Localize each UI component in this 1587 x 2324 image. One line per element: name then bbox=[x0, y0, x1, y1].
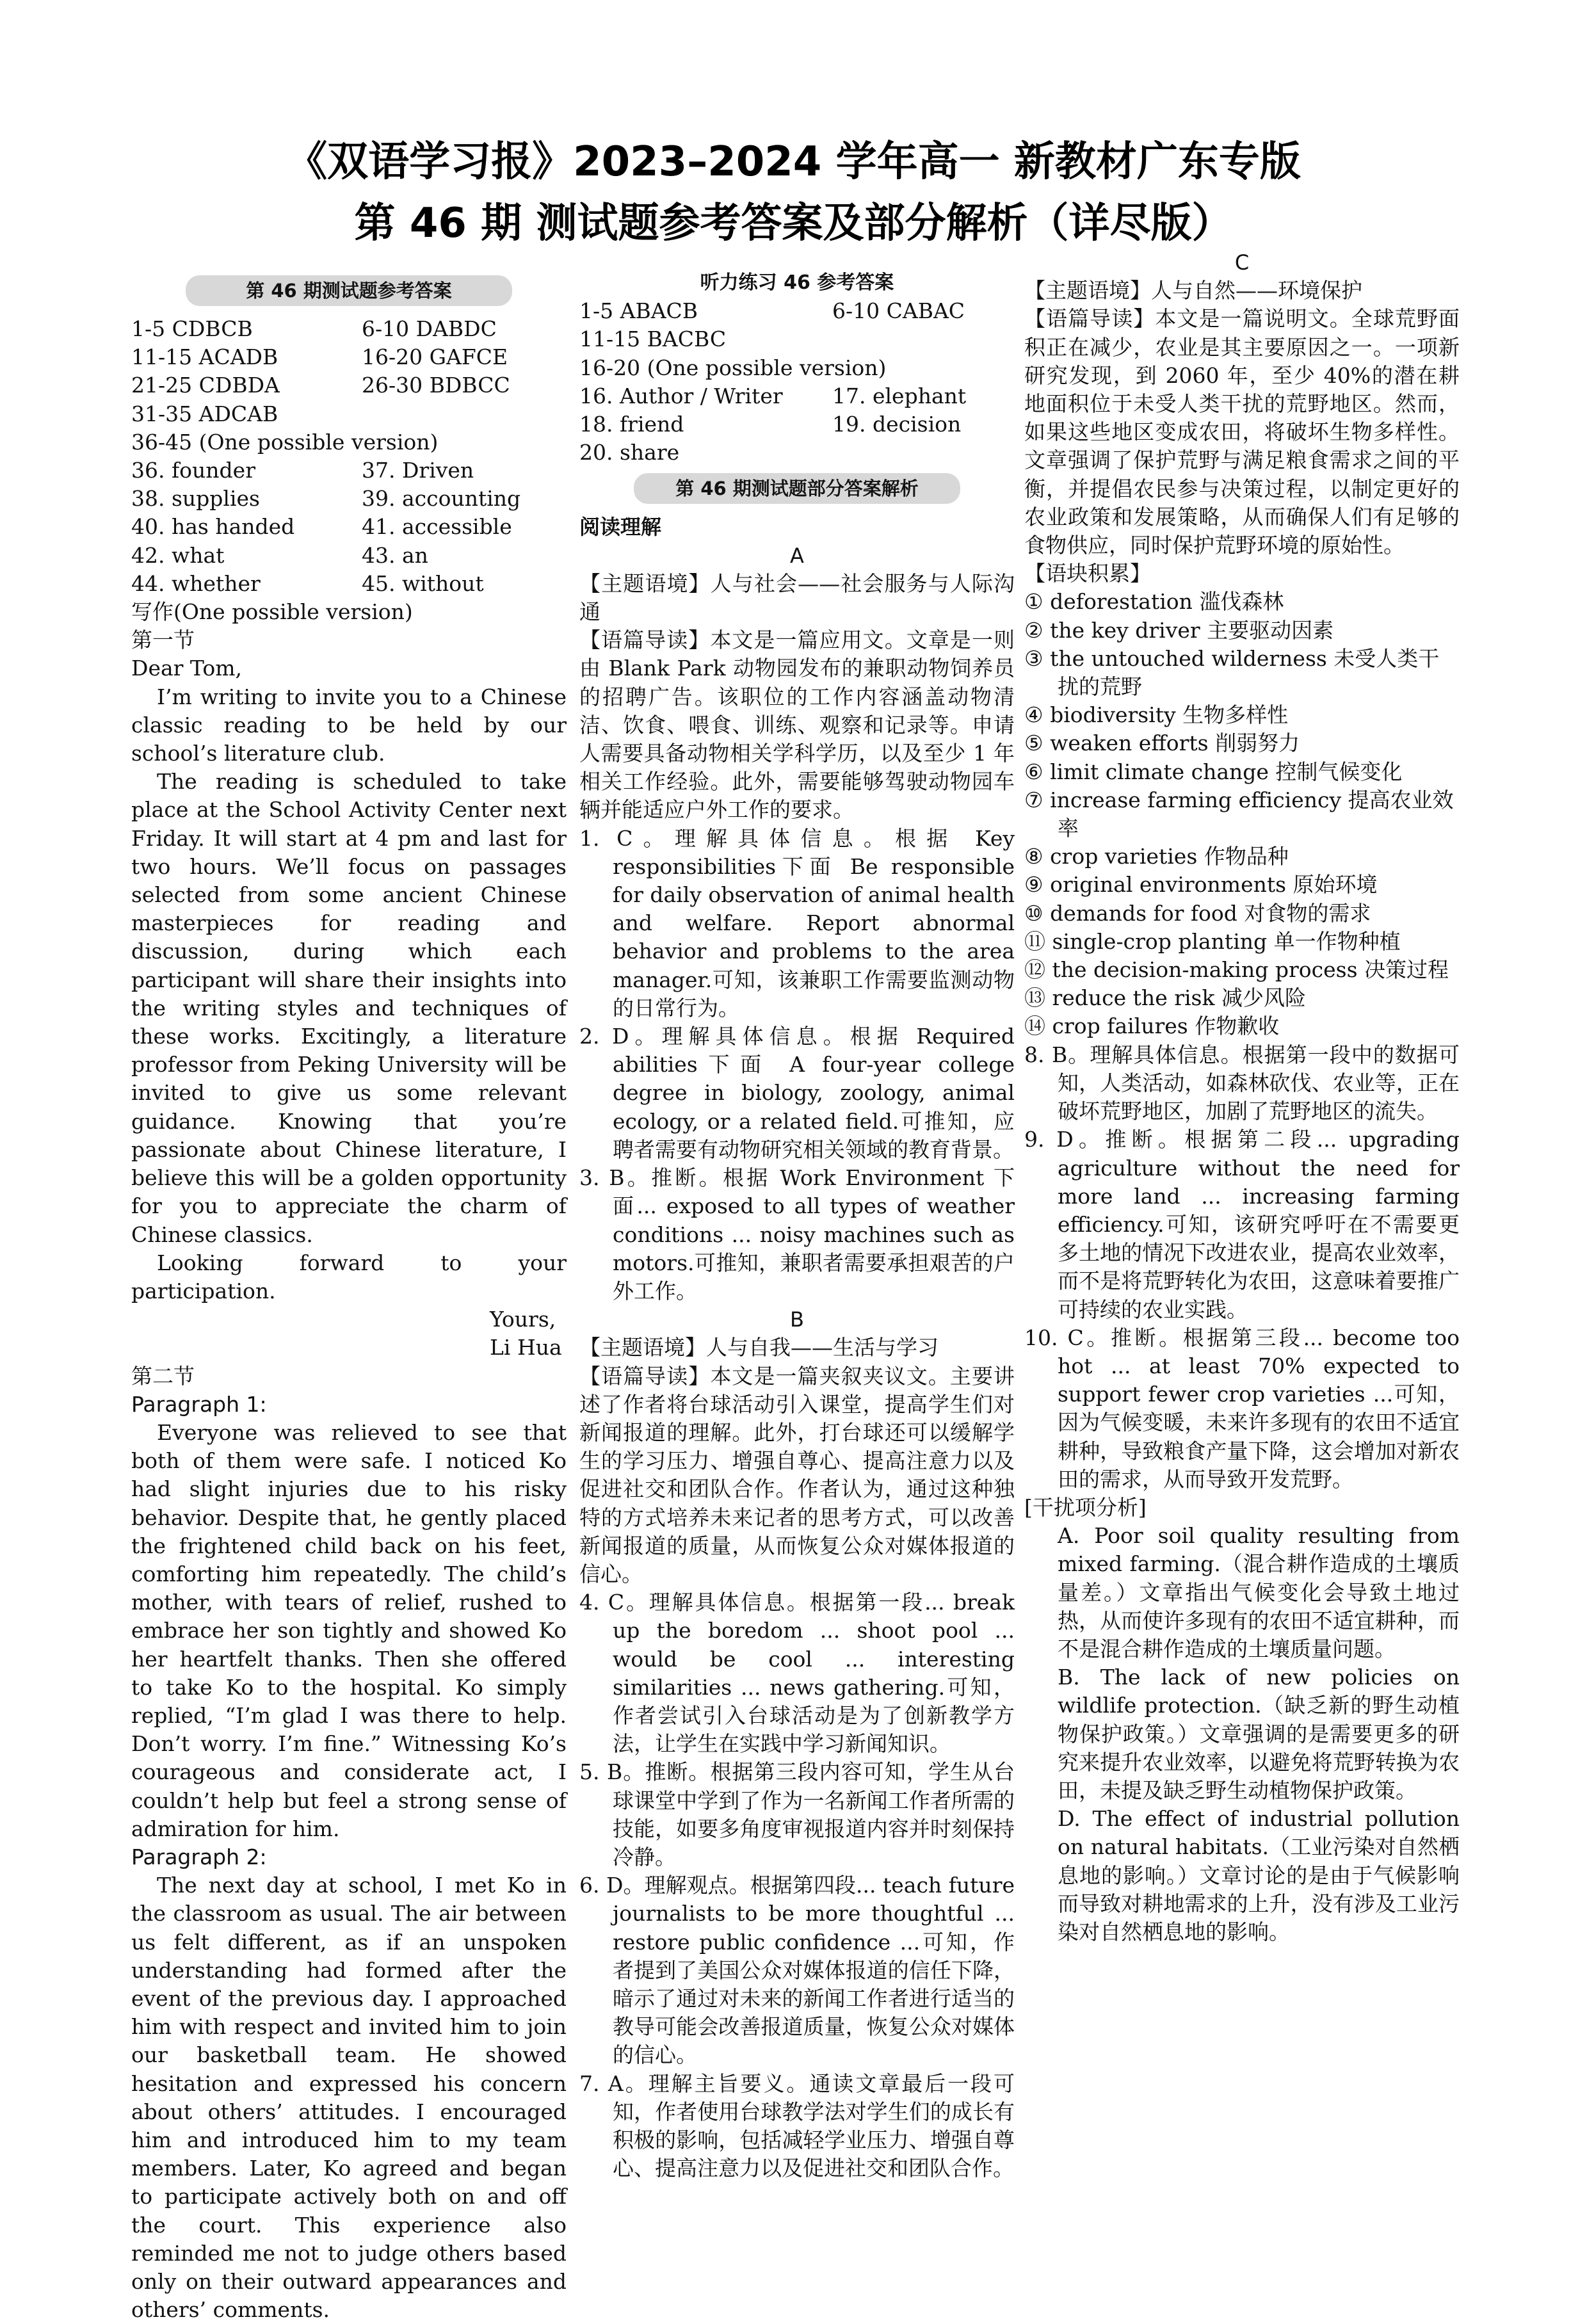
chunk-item: ⑤ weaken efforts 削弱努力 bbox=[1024, 730, 1300, 756]
chunk-list bbox=[1024, 588, 1460, 1040]
answer-row bbox=[131, 570, 567, 598]
title-line-2: 第 46 期 测试题参考答案及部分解析（详尽版） bbox=[354, 200, 1233, 247]
answer-cell: 1-5 ABACB bbox=[579, 298, 698, 324]
column-listening-analysis bbox=[579, 269, 1015, 2183]
answer-row bbox=[131, 485, 567, 513]
answer-cell: 41. accessible bbox=[362, 514, 512, 540]
passage-a-guide: 【语篇导读】本文是一篇应用文。文章是一则由 Blank Park 动物园发布的兼职动物饲养员的招聘广告。该职位的工作内容涵盖动物清洁、饮食、喂食、训练、观察和记录等。申请人需要具备动物相关学科学历，以及至少 1 年相关工作经验。此外，需要能够驾驶动物园车辆并能适应户外工作的要求。 bbox=[579, 627, 1015, 823]
section-2-heading: 第二节 bbox=[131, 1363, 195, 1389]
chunk-item: ④ biodiversity 生物多样性 bbox=[1024, 702, 1289, 728]
chunk-item: ⑨ original environments 原始环境 bbox=[1024, 872, 1378, 898]
reading-heading: 阅读理解 bbox=[579, 515, 662, 540]
answer-cell: 6-10 CABAC bbox=[832, 298, 965, 324]
letter-closing: Yours, bbox=[490, 1307, 556, 1332]
answer-cell: 16-20 GAFCE bbox=[362, 344, 508, 370]
answer-row bbox=[131, 315, 567, 343]
paragraph-2-label: Paragraph 2: bbox=[131, 1844, 267, 1869]
letter-paragraph: The reading is scheduled to take place at the School Activity Center next Friday. It will start at 4 pm and last for two hours. We’ll focus on passages selected from some ancient Chinese masterpieces for reading and discussion, during which each participant will share their insights into the writing styles and techniques of these works. Excitingly, a literature professor from Peking University will be invited to give us some relevant guidance. Knowing that you’re passionate about Chinese literature, I believe this will be a golden opportunity for you to appreciate the charm of Chinese classics. bbox=[131, 769, 567, 1247]
distractor-option: B. The lack of new policies on wildlife protection.（缺乏新的野生动植物保护政策。）文章强调的是需要更多的研究来提升农业效率，以避免将荒野转换为农田，未提及缺乏野生动植物保护政策。 bbox=[1058, 1665, 1460, 1803]
passage-c-letter: C bbox=[1234, 250, 1250, 275]
answer-cell: 43. an bbox=[362, 542, 428, 568]
answer-item: 5. B。推断。根据第三段内容可知，学生从台球课堂中学到了作为一名新闻工作者所需的技能，如要多角度审视报道内容并时刻保持冷静。 bbox=[579, 1759, 1015, 1869]
answer-row bbox=[131, 542, 567, 570]
answer-cell: 44. whether bbox=[131, 570, 261, 596]
passage-c-guide: 【语篇导读】本文是一篇说明文。全球荒野面积正在减少，农业是其主要原因之一。一项新研究发现，到 2060 年，至少 40%的潜在耕地面积位于未受人类干扰的荒野地区。然而，如果这些地区变成农田，将破坏生物多样性。文章强调了保护荒野与满足粮食需求之间的平衡，并提倡农民参与决策过程，以制定更好的农业政策和发展策略，从而确保人们有足够的食物供应，同时保护荒野环境的原始性。 bbox=[1024, 306, 1460, 558]
answer-cell: 11-15 BACBC bbox=[579, 327, 727, 352]
answer-cell: 18. friend bbox=[579, 412, 684, 437]
answer-cell: 17. elephant bbox=[832, 383, 967, 408]
cloze-heading: 36-45 (One possible version) bbox=[131, 429, 439, 455]
page-title bbox=[0, 131, 1587, 254]
letter-greeting: Dear Tom, bbox=[131, 656, 243, 681]
chunk-item: ⑫ the decision-making process 决策过程 bbox=[1024, 957, 1449, 983]
answer-cell: 36. founder bbox=[131, 458, 255, 483]
column-analysis-c bbox=[1024, 248, 1460, 1946]
listening-fill-rows bbox=[579, 382, 1015, 467]
answer-cell: 21-25 CDBDA bbox=[131, 373, 280, 398]
answer-row bbox=[131, 456, 567, 485]
chunk-item: ⑪ single-crop planting 单一作物种植 bbox=[1024, 928, 1401, 954]
letter-paragraph: Looking forward to your participation. bbox=[131, 1250, 567, 1303]
answer-row bbox=[579, 297, 1015, 325]
passage-b-guide: 【语篇导读】本文是一篇夹叙夹议文。主要讲述了作者将台球活动引入课堂，提高学生们对新闻报道的理解。此外，打台球还可以缓解学生的学习压力、增强自尊心、提高注意力以及促进社交和团队合作。作者认为，通过这种独特的方式培养未来记者的思考方式，可以改善新闻报道的质量，从而恢复公众对媒体报道的信心。 bbox=[579, 1363, 1015, 1586]
paragraph-2-text: The next day at school, I met Ko in the classroom as usual. The air between us felt different, as if an unspoken understanding had formed after the event of the previous day. I approached him with respect and invited him to join our basketball team. He showed hesitation and expressed his concern about others’ attitudes. I encouraged him and introduced him to my team members. Later, Ko agreed and began to participate actively both on and off the court. This experience also reminded me not to judge others based only on their outward appearances and others’ comments. bbox=[131, 1873, 567, 2323]
writing-heading: 写作(One possible version) bbox=[131, 599, 413, 625]
answer-item: 10. C。推断。根据第三段... become too hot ... at least 70% expected to support fewer crop varieties ...可知，因为气候变暖，未来许多现有的农田不适宜耕种，导致粮食产量下降，这会增加对新农田的需求，从而导致开发荒野。 bbox=[1024, 1325, 1460, 1492]
answer-cell: 20. share bbox=[579, 440, 680, 465]
answer-item: 8. B。理解具体信息。根据第一段中的数据可知，人类活动，如森林砍伐、农业等，正在破坏荒野地区，加剧了荒野地区的流失。 bbox=[1024, 1042, 1460, 1124]
distractor-option: D. The effect of industrial pollution on natural habitats.（工业污染对自然栖息地的影响。）文章讨论的是由于气候影响而导致对耕地需求的上升，没有涉及工业污染对自然栖息地的影响。 bbox=[1058, 1806, 1460, 1944]
answer-cell: 45. without bbox=[362, 570, 484, 596]
answer-row bbox=[131, 371, 567, 399]
answers-banner: 第 46 期测试题参考答案 bbox=[186, 275, 512, 306]
answer-cell: 31-35 ADCAB bbox=[131, 401, 278, 426]
chunks-heading: 【语块积累】 bbox=[1024, 561, 1151, 586]
answer-cell: 6-10 DABDC bbox=[362, 316, 497, 341]
answer-cell: 37. Driven bbox=[362, 458, 474, 483]
answer-row bbox=[131, 343, 567, 371]
answer-row bbox=[131, 400, 567, 428]
answer-row bbox=[579, 382, 1015, 410]
answer-cell: 39. accounting bbox=[362, 486, 521, 512]
passage-a-letter: A bbox=[790, 543, 804, 568]
chunk-item: ③ the untouched wilderness 未受人类干扰的荒野 bbox=[1024, 645, 1440, 700]
column-answers bbox=[131, 269, 567, 2324]
answer-item: 3. B。推断。根据 Work Environment 下面... exposed to all types of weather conditions ... noisy machines such as motors.可推知，兼职者需要承担艰苦的户外工作。 bbox=[579, 1165, 1015, 1303]
analysis-banner: 第 46 期测试题部分答案解析 bbox=[634, 473, 960, 504]
passage-a-theme: 【主题语境】人与社会——社会服务与人际沟通 bbox=[579, 570, 1015, 625]
answer-cell: 1-5 CDBCB bbox=[131, 316, 253, 341]
answer-row bbox=[579, 325, 1015, 353]
answer-item: 7. A。理解主旨要义。通读文章最后一段可知，作者使用台球教学法对学生们的成长有积极的影响，包括减轻学业压力、增强自尊心、提高注意力以及促进社交和团队合作。 bbox=[579, 2070, 1015, 2181]
answer-item: 2. D。理解具体信息。根据 Required abilities下面 A four-year college degree in biology, zoology, animal ecology, or a related field.可推知，应聘者需要有动物研究相关领域的教育背景。 bbox=[579, 1024, 1015, 1162]
chunk-item: ② the key driver 主要驱动因素 bbox=[1024, 617, 1334, 643]
chunk-item: ⑦ increase farming efficiency 提高农业效率 bbox=[1024, 787, 1454, 841]
letter-signature: Li Hua bbox=[490, 1335, 562, 1360]
paragraph-1-label: Paragraph 1: bbox=[131, 1391, 267, 1417]
answer-rows bbox=[131, 315, 567, 428]
passage-b-letter: B bbox=[790, 1307, 804, 1332]
answer-cell: 11-15 ACADB bbox=[131, 344, 278, 370]
distractor-heading: [干扰项分析] bbox=[1024, 1494, 1147, 1520]
passage-c-theme: 【主题语境】人与自然——环境保护 bbox=[1024, 278, 1362, 303]
answer-cell: 38. supplies bbox=[131, 486, 260, 512]
answer-cell: 40. has handed bbox=[131, 514, 295, 540]
chunk-item: ⑭ crop failures 作物歉收 bbox=[1024, 1013, 1280, 1039]
chunk-item: ⑬ reduce the risk 减少风险 bbox=[1024, 985, 1306, 1011]
paragraph-1-text: Everyone was relieved to see that both of them were safe. I noticed Ko had slight injuries due to his risky behavior. Despite that, he gently placed the frightened child back on his feet, comforting him repeatedly. The child’s mother, with tears of relief, rushed to embrace her son tightly and showed Ko her heartfelt thanks. Then she offered to take Ko to the hospital. Ko simply replied, “I’m glad I was there to help. Don’t worry. I’m fine.” Witnessing Ko’s courageous and considerate act, I couldn’t help but feel a strong sense of admiration for him. bbox=[131, 1419, 567, 1841]
listening-fill-heading: 16-20 (One possible version) bbox=[579, 355, 887, 380]
listening-heading: 听力练习 46 参考答案 bbox=[700, 271, 894, 294]
chunk-item: ⑧ crop varieties 作物品种 bbox=[1024, 844, 1289, 869]
chunk-item: ⑩ demands for food 对食物的需求 bbox=[1024, 900, 1371, 926]
letter-paragraph: I’m writing to invite you to a Chinese classic reading to be held by our school’s literature club. bbox=[131, 684, 567, 766]
chunk-item: ① deforestation 滥伐森林 bbox=[1024, 589, 1284, 615]
distractor-option: A. Poor soil quality resulting from mixed farming.（混合耕作造成的土壤质量差。）文章指出气候变化会导致土地过热，从而使许多现有的农田不适宜耕种，而不是混合耕作造成的土壤质量问题。 bbox=[1058, 1523, 1460, 1661]
passage-b-theme: 【主题语境】人与自我——生活与学习 bbox=[579, 1335, 939, 1360]
answer-row bbox=[579, 439, 1015, 467]
title-line-1: 《双语学习报》2023–2024 学年高一 新教材广东专版 bbox=[286, 138, 1301, 186]
answer-cell: 16. Author / Writer bbox=[579, 383, 783, 408]
answer-cell: 19. decision bbox=[832, 412, 962, 437]
answer-item: 1. C。理解具体信息。根据 Key responsibilities下面 Be responsible for daily observation of animal health and welfare. Report abnormal behavior and problems to the area manager.可知，该兼职工作需要监测动物的日常行为。 bbox=[579, 825, 1015, 1021]
section-1-heading: 第一节 bbox=[131, 627, 195, 653]
chunk-item: ⑥ limit climate change 控制气候变化 bbox=[1024, 759, 1403, 784]
answer-row bbox=[131, 513, 567, 541]
answer-item: 6. D。理解观点。根据第四段... teach future journalists to be more thoughtful ... restore public confidence ...可知，作者提到了美国公众对媒体报道的信任下降，暗示了通过对未来的新闻工作者进行适当的教导可能会改善报道质量，恢复公众对媒体的信心。 bbox=[579, 1873, 1015, 2068]
answer-cell: 26-30 BDBCC bbox=[362, 373, 510, 398]
listening-rows bbox=[579, 297, 1015, 353]
answer-item: 9. D。推断。根据第二段... upgrading agriculture without the need for more land ... increasing farming efficiency.可知，该研究呼吁在不需要更多土地的情况下改进农业，提高农业效率，而不是将荒野转化为农田，这意味着要推广可持续的农业实践。 bbox=[1024, 1127, 1460, 1322]
cloze-rows bbox=[131, 456, 567, 598]
answer-row bbox=[579, 410, 1015, 439]
answer-cell: 42. what bbox=[131, 542, 225, 568]
answer-item: 4. C。理解具体信息。根据第一段... break up the boredom ... shoot pool ... would be cool ... interesting similarities ... news gathering.可知，作者尝试引入台球活动是为了创新教学方法，让学生在实践中学习新闻知识。 bbox=[579, 1590, 1015, 1757]
